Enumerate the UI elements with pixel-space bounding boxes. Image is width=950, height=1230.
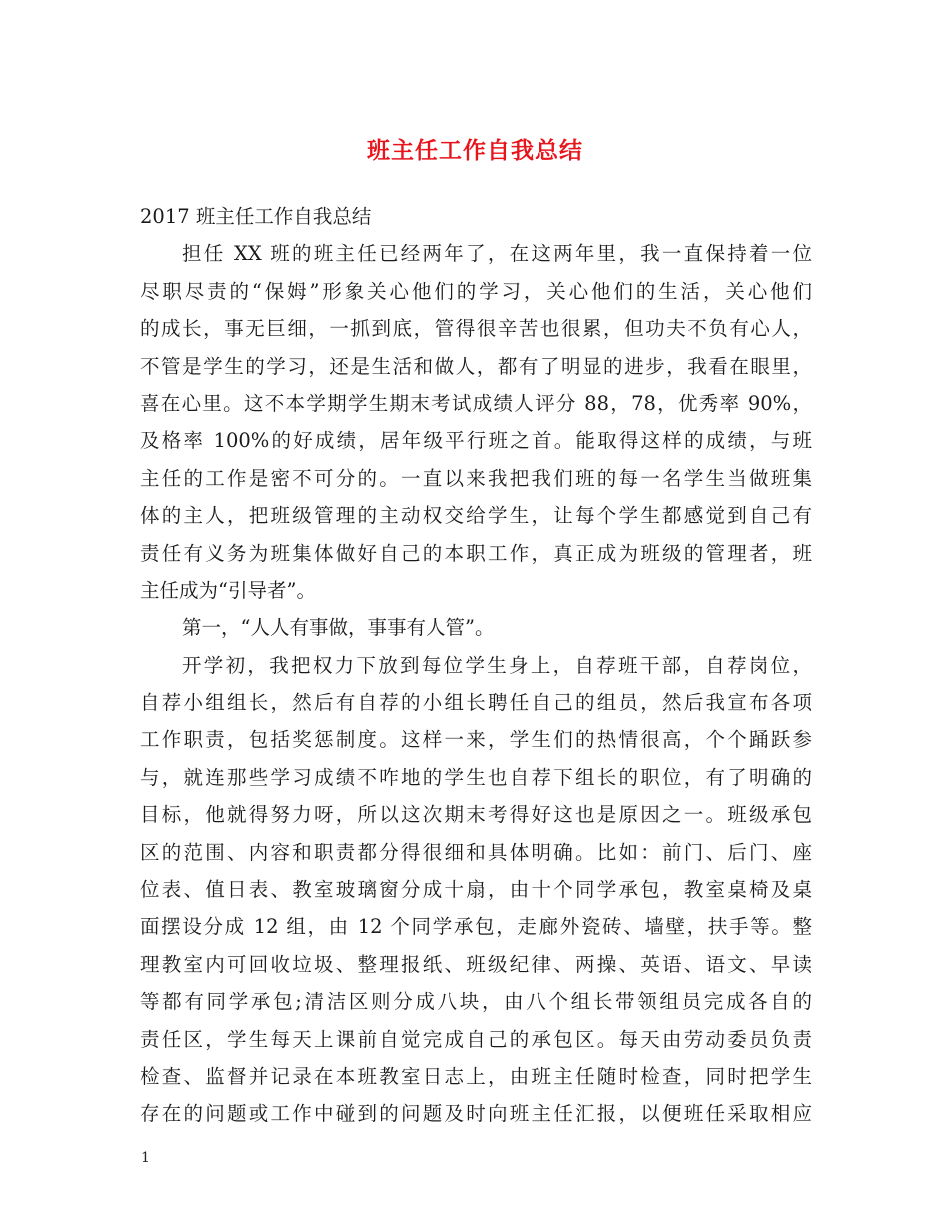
text-line: 自荐小组组长，然后有自荐的小组长聘任自己的组员，然后我宣布各项 [140,691,812,715]
text-line: 主任成为“引导者”。 [140,578,316,602]
text-line: 体的主人，把班级管理的主动权交给学生，让每个学生都感觉到自己有 [140,504,812,528]
text-line: 责任区，学生每天上课前自觉完成自己的承包区。每天由劳动委员负责 [140,1027,812,1051]
page-number: 1 [141,1150,150,1166]
text-line: 担任 XX 班的班主任已经两年了，在这两年里，我一直保持着一位 [182,242,812,266]
text-line: 的成长，事无巨细，一抓到底，管得很辛苦也很累，但功夫不负有心人， [140,317,812,341]
text-line: 目标，他就得努力呀，所以这次期末考得好这也是原因之一。班级承包 [140,803,812,827]
text-line: 责任有义务为班集体做好自己的本职工作，真正成为班级的管理者，班 [140,541,812,565]
text-line: 面摆设分成 12 组，由 12 个同学承包，走廊外瓷砖、墙壁，扶手等。整 [140,915,812,939]
text-line: 喜在心里。这不本学期学生期末考试成绩人评分 88，78，优秀率 90%， [140,391,812,415]
text-line: 及格率 100%的好成绩，居年级平行班之首。能取得这样的成绩，与班 [140,429,812,453]
text-line: 开学初，我把权力下放到每位学生身上，自荐班干部，自荐岗位， [182,653,812,677]
document-subheading: 2017 班主任工作自我总结 [140,205,372,228]
document-title: 班主任工作自我总结 [367,138,583,164]
text-line: 与，就连那些学习成绩不咋地的学生也自荐下组长的职位，有了明确的 [140,765,812,789]
text-line: 工作职责，包括奖惩制度。这样一来，学生们的热情很高，个个踊跃参 [140,728,812,752]
text-line: 第一，“人人有事做，事事有人管”。 [182,616,495,640]
text-line: 主任的工作是密不可分的。一直以来我把我们班的每一名学生当做班集 [140,466,812,490]
text-line: 不管是学生的学习，还是生活和做人，都有了明显的进步，我看在眼里， [140,354,812,378]
text-line: 位表、值日表、教室玻璃窗分成十扇，由十个同学承包，教室桌椅及桌 [140,878,812,902]
text-line: 等都有同学承包;清洁区则分成八块，由八个组长带领组员完成各自的 [140,990,812,1014]
document-body [140,198,812,1133]
text-line: 检查、监督并记录在本班教室日志上，由班主任随时检查，同时把学生 [140,1064,812,1088]
text-line: 存在的问题或工作中碰到的问题及时向班主任汇报，以便班任采取相应 [140,1102,812,1126]
text-line: 理教室内可回收垃圾、整理报纸、班级纪律、两操、英语、语文、早读 [140,952,812,976]
text-line: 区的范围、内容和职责都分得很细和具体明确。比如：前门、后门、座 [140,840,812,864]
text-line: 尽职尽责的“保姆”形象关心他们的学习，关心他们的生活，关心他们 [140,279,812,303]
